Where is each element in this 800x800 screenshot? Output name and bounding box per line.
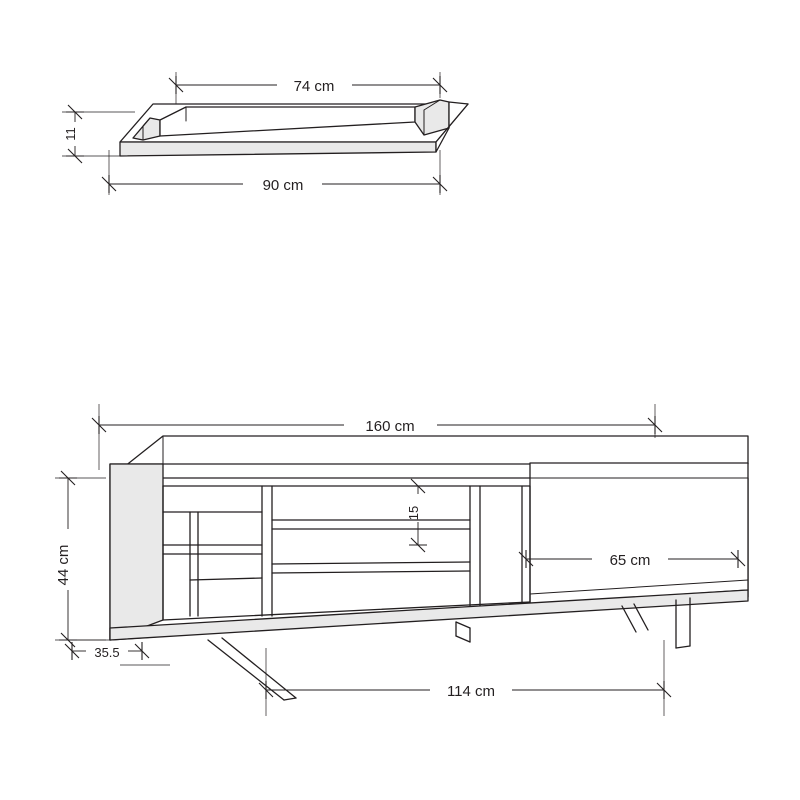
tv-unit-leg-mid-top bbox=[456, 622, 470, 628]
dim-text-114: 114 cm bbox=[446, 683, 496, 700]
dim-text-15: 15 bbox=[406, 505, 421, 521]
dimension-shelf-top-width bbox=[169, 72, 447, 104]
dimension-tv-unit-depth bbox=[62, 640, 170, 665]
dimension-tv-unit-base-width bbox=[259, 640, 671, 716]
dim-text-44: 44 cm bbox=[55, 544, 72, 586]
dim-text-160: 160 cm bbox=[365, 418, 415, 435]
tv-unit-leg-left-b bbox=[222, 638, 296, 698]
dim-text-355: 35.5 bbox=[94, 645, 120, 660]
wall-shelf-drawing bbox=[120, 100, 468, 156]
tv-unit-leg-left-foot bbox=[284, 698, 296, 700]
dim-text-74: 74 cm bbox=[293, 78, 335, 95]
shelf-front-edge bbox=[120, 142, 436, 156]
dim-text-11: 11 bbox=[63, 127, 78, 141]
tv-unit-left-side-panel bbox=[110, 464, 163, 640]
tv-unit-leg-mid-foot bbox=[456, 636, 470, 642]
dimension-tv-unit-height bbox=[55, 471, 106, 647]
dim-text-65: 65 cm bbox=[609, 552, 651, 569]
dim-text-90: 90 cm bbox=[262, 177, 304, 194]
dimension-shelf-overall-width bbox=[102, 150, 447, 195]
tv-unit-leg-right2 bbox=[622, 606, 636, 632]
tv-unit-leg-right-foot bbox=[676, 646, 690, 648]
tv-unit-leg-left bbox=[208, 640, 284, 700]
tv-unit-drawing bbox=[110, 436, 748, 700]
tv-unit-cabinet-door bbox=[530, 463, 748, 604]
